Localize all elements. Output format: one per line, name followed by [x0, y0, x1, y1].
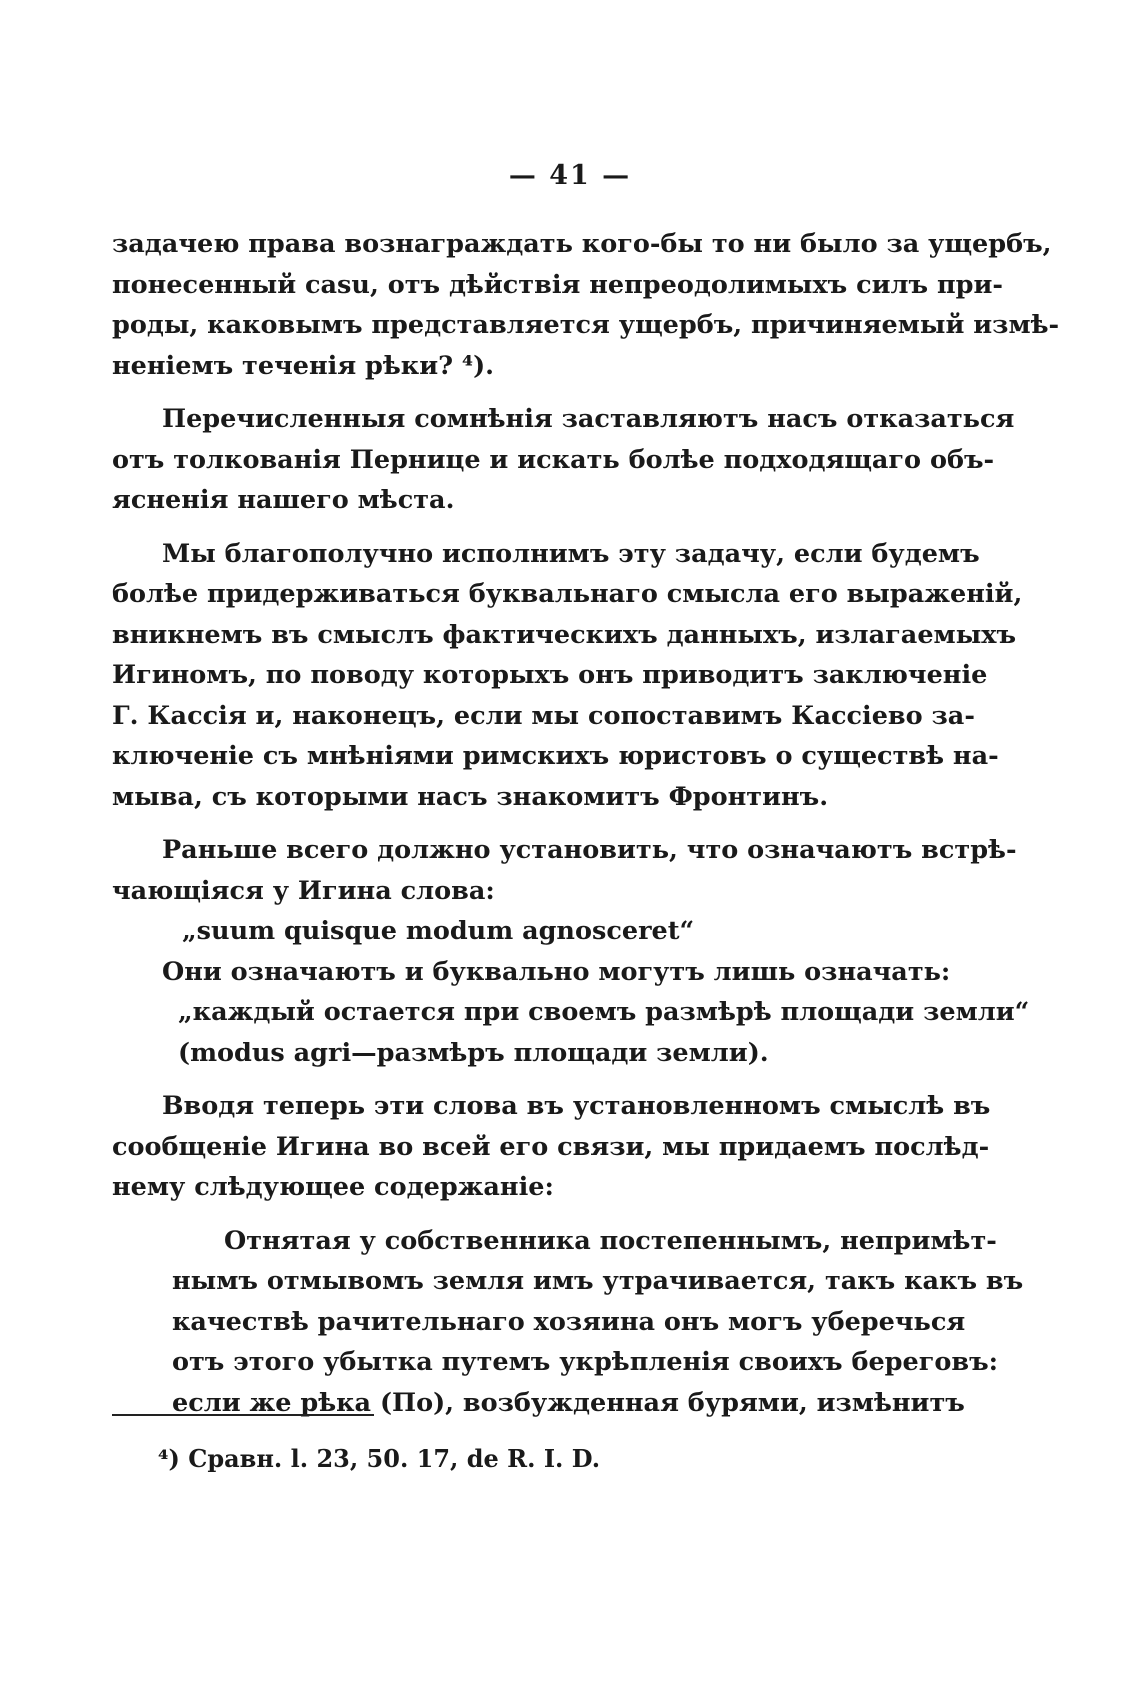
text-line: роды, каковымъ представляется ущербъ, причиняемый измѣ- — [112, 310, 1060, 340]
block-text-line: нымъ отмывомъ земля имъ утрачивается, такъ какъ въ — [172, 1266, 1024, 1296]
translation-quote: (modus agri—размѣръ площади земли). — [178, 1037, 769, 1068]
text-line: задачею права вознаграждать кого-бы то ни было за ущербъ, — [112, 229, 1052, 259]
text-line: сообщеніе Игина во всей его связи, мы придаемъ послѣд- — [112, 1131, 990, 1162]
text-line: нему слѣдующее содержаніе: — [112, 1172, 554, 1202]
text-line: Игиномъ, по поводу которыхъ онъ приводитъ заключеніе — [112, 660, 988, 690]
text-line: Г. Кассія и, наконецъ, если мы сопоставимъ Кассіево за- — [112, 700, 975, 731]
text-line: болѣе придерживаться буквальнаго смысла его выраженій, — [112, 579, 1023, 609]
block-text-line: качествѣ рачительнаго хозяина онъ могъ уберечься — [172, 1306, 966, 1337]
text-line: Они означаютъ и буквально могутъ лишь означать: — [162, 956, 951, 987]
text-line: понесенный casu, отъ дѣйствія непреодолимыхъ силъ при- — [112, 269, 1003, 300]
page-number: — 41 — — [508, 160, 632, 191]
text-line: ключеніе съ мнѣніями римскихъ юристовъ о существѣ на- — [112, 741, 999, 771]
body-text — [112, 224, 1060, 1423]
text-line: Вводя теперь эти слова въ установленномъ смыслѣ въ — [162, 1091, 991, 1121]
block-text-line: Отнятая у собственника постепеннымъ, непримѣт- — [224, 1225, 997, 1256]
text-line: неніемъ теченія рѣки? ⁴). — [112, 350, 495, 381]
text-line: отъ толкованія Пернице и искать болѣе подходящаго объ- — [112, 444, 995, 475]
text-line: Мы благополучно исполнимъ эту задачу, если будемъ — [162, 538, 980, 569]
footnote-divider — [112, 1414, 374, 1416]
text-line: мыва, съ которыми насъ знакомитъ Фронтинъ. — [112, 781, 829, 812]
footnote: ⁴) Сравн. l. 23, 50. 17, de R. I. D. — [158, 1444, 601, 1473]
text-line: Перечисленныя сомнѣнія заставляютъ насъ отказаться — [162, 404, 1015, 434]
text-line: ясненія нашего мѣста. — [112, 485, 455, 515]
block-text-line: если же рѣка (По), возбужденная бурями, измѣнитъ — [172, 1387, 965, 1418]
latin-quote: „suum quisque modum agnosceret“ — [182, 916, 695, 946]
translation-quote: „каждый остается при своемъ размѣрѣ площади земли“ — [178, 997, 1030, 1027]
block-text-line: отъ этого убытка путемъ укрѣпленія своихъ береговъ: — [172, 1347, 999, 1377]
text-line: чающіяся у Игина слова: — [112, 875, 495, 906]
text-line: вникнемъ въ смыслъ фактическихъ данныхъ, излагаемыхъ — [112, 619, 1017, 650]
text-line: Раньше всего должно установить, что означаютъ встрѣ- — [162, 835, 1017, 865]
